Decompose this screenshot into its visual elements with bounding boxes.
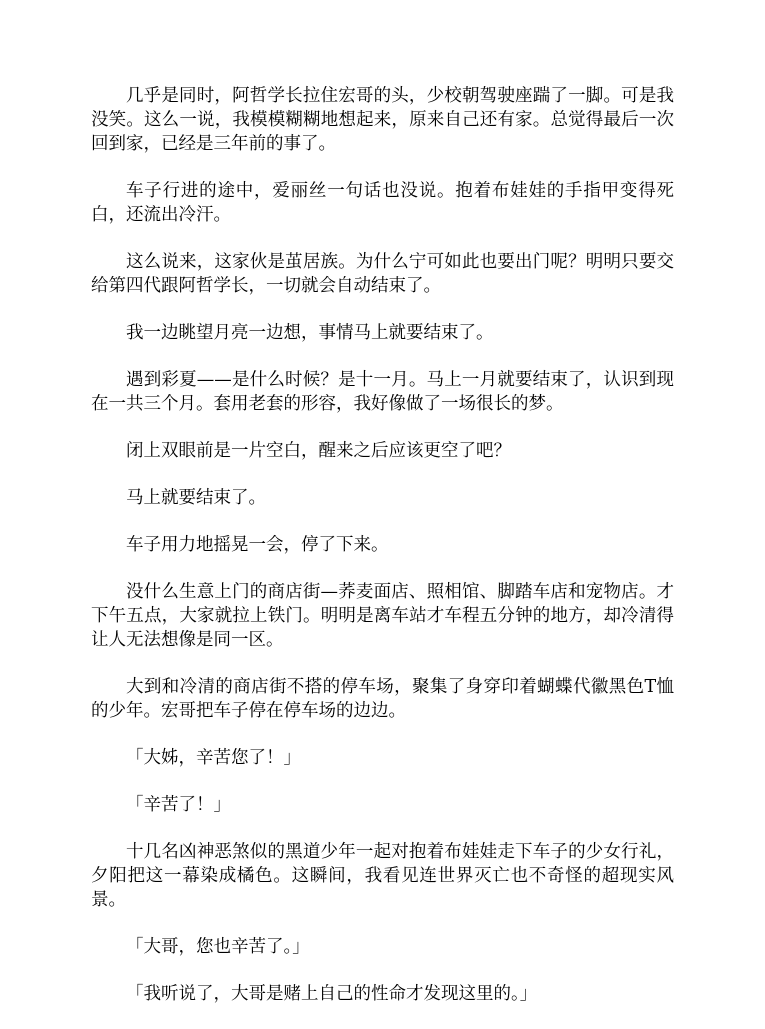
paragraph: 遇到彩夏——是什么时候？是十一月。马上一月就要结束了，认识到现在一共三个月。套用老套的形容，我好像做了一场很长的梦。 — [91, 370, 674, 414]
paragraph: 没什么生意上门的商店街—荞麦面店、照相馆、脚踏车店和宠物店。才下午五点，大家就拉上铁门。明明是离车站才车程五分钟的地方，却冷清得让人无法想像是同一区。 — [91, 582, 674, 650]
paragraph: 闭上双眼前是一片空白，醒来之后应该更空了吧？ — [126, 441, 511, 461]
paragraph: 十几名凶神恶煞似的黑道少年一起对抱着布娃娃走下车子的少女行礼，夕阳把这一幕染成橘色。这瞬间，我看见连世界灭亡也不奇怪的超现实风景。 — [91, 842, 674, 910]
body-text — [91, 84, 674, 1029]
paragraph: 车子用力地摇晃一会，停了下来。 — [126, 535, 389, 555]
dialogue-line: 「辛苦了！」 — [126, 795, 231, 815]
paragraph: 我一边眺望月亮一边想，事情马上就要结束了。 — [126, 323, 494, 343]
paragraph: 几乎是同时，阿哲学长拉住宏哥的头，少校朝驾驶座踹了一脚。可是我没笑。这么一说，我模模糊糊地想起来，原来自己还有家。总觉得最后一次回到家，已经是三年前的事了。 — [91, 86, 674, 154]
paragraph: 大到和冷清的商店街不搭的停车场，聚集了身穿印着蝴蝶代徽黑色T恤的少年。宏哥把车子停在停车场的边边。 — [91, 677, 674, 721]
paragraph: 车子行进的途中，爱丽丝一句话也没说。抱着布娃娃的手指甲变得死白，还流出冷汗。 — [91, 181, 674, 225]
dialogue-line: 「大姊，辛苦您了！」 — [126, 748, 301, 768]
paragraph: 马上就要结束了。 — [126, 488, 266, 508]
dialogue-line: 「大哥，您也辛苦了。」 — [126, 937, 310, 957]
paragraph: 这么说来，这家伙是茧居族。为什么宁可如此也要出门呢？明明只要交给第四代跟阿哲学长，一切就会自动结束了。 — [91, 252, 674, 296]
dialogue-line: 「我听说了，大哥是赌上自己的性命才发现这里的。」 — [126, 984, 538, 1004]
